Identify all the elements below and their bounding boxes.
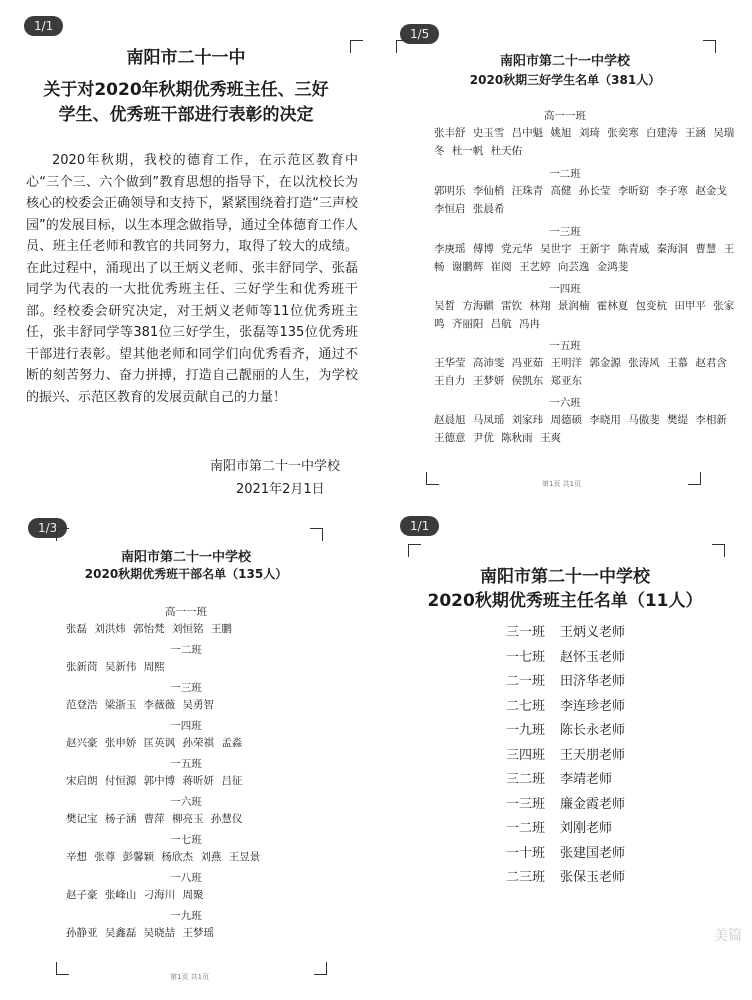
teacher-name: 廉金霞老师 — [560, 796, 626, 812]
teacher-row — [506, 698, 625, 716]
teacher-name: 李靖老师 — [560, 772, 613, 787]
student-names: 李庚瑶 傅博 党元华 吴世宇 王新宇 陈青威 秦海洞 曹慧 王畅 谢鹏辉 崔阅 王艺婷 向芸逸 金鸿斐 — [434, 243, 735, 273]
head-teachers-list-page — [378, 510, 752, 1000]
crop-mark — [712, 544, 725, 557]
class-label: 三一班 — [506, 625, 546, 640]
list-title: 南阳市第二十一中学校 — [120, 550, 251, 565]
class-label: 二一班 — [506, 674, 546, 689]
document-signature: 南阳市第二十一中学校 — [210, 459, 341, 474]
crop-mark — [426, 472, 439, 485]
student-names: 王华莹 高沛雯 冯亚茹 王明洋 郭金源 张涛风 王慕 赵君含 王自力 王梦妍 侯凯东 郑亚东 — [434, 357, 727, 387]
class-label: 三四班 — [506, 747, 546, 763]
teacher-name: 王天朋老师 — [560, 747, 626, 763]
teacher-row — [506, 747, 625, 765]
class-heading: 一六班 — [549, 397, 581, 409]
watermark-logo: 美篇 — [714, 928, 742, 944]
class-section — [0, 870, 372, 904]
student-names: 郭明乐 李仙梢 汪珠青 高健 孙长莹 李昕窈 李子寒 赵金戈 李恒启 张晨希 — [434, 185, 727, 215]
crop-mark — [314, 962, 327, 975]
teacher-row — [506, 673, 625, 691]
crop-mark — [310, 528, 323, 541]
class-label: 二七班 — [506, 698, 546, 714]
page-counter-badge: 1/3 — [28, 518, 67, 538]
class-label: 二三班 — [506, 870, 546, 885]
merit-students-list-page — [378, 0, 752, 488]
student-names: 张磊 刘洪炜 郭怡梵 刘恒铭 王鹏 — [66, 623, 232, 635]
class-cadres-list-page — [0, 510, 372, 1000]
teacher-row — [506, 796, 625, 814]
class-heading: 高一一班 — [544, 110, 586, 122]
teacher-row — [506, 722, 625, 740]
class-heading: 一三班 — [170, 682, 202, 694]
list-subtitle: 2020秋期优秀班主任名单（11人） — [427, 591, 703, 611]
student-names: 范登浩 梁浙玉 李薇薇 吴勇智 — [66, 699, 215, 711]
list-subtitle: 2020秋期三好学生名单（381人） — [469, 73, 661, 87]
class-section — [378, 338, 752, 390]
class-heading: 高一一班 — [165, 606, 207, 618]
student-names: 宋启朗 付恒源 郭中博 蒋昕妍 吕征 — [66, 775, 243, 787]
teacher-name: 张保玉老师 — [560, 870, 626, 885]
class-label: 一七班 — [506, 649, 546, 665]
teacher-name: 田济华老师 — [560, 674, 626, 689]
student-names: 孙静亚 吴鑫磊 吴晓喆 王梦瑶 — [66, 927, 215, 939]
class-section — [0, 718, 372, 752]
class-heading: 一二班 — [170, 644, 202, 656]
teacher-row — [506, 845, 625, 863]
list-subtitle: 2020秋期优秀班干部名单（135人） — [84, 567, 288, 581]
page-footer: 第1页 共1页 — [170, 973, 210, 981]
teacher-name: 王炳义老师 — [560, 625, 626, 640]
class-section — [378, 224, 752, 276]
crop-mark — [56, 962, 69, 975]
page-footer: 第1页 共1页 — [542, 480, 582, 488]
class-label: 一十班 — [506, 845, 546, 861]
class-section — [0, 908, 372, 942]
document-title-line-1: 南阳市二十一中 — [126, 48, 246, 68]
class-heading: 一五班 — [549, 340, 581, 352]
class-section — [0, 794, 372, 828]
class-section — [0, 604, 372, 638]
teacher-row — [506, 771, 612, 789]
crop-mark — [56, 528, 69, 541]
class-heading: 一八班 — [170, 872, 202, 884]
crop-mark — [688, 472, 701, 485]
class-section — [378, 281, 752, 333]
teacher-row — [506, 820, 612, 838]
class-section — [0, 832, 372, 866]
class-section — [378, 166, 752, 218]
class-heading: 一五班 — [170, 758, 202, 770]
page-counter-badge: 1/1 — [24, 16, 63, 36]
class-label: 三二班 — [506, 772, 546, 787]
page-counter-badge: 1/5 — [400, 24, 439, 44]
class-heading: 一七班 — [170, 834, 202, 846]
document-body: 2020年秋期，我校的德育工作，在示范区教育中心“三个三、六个做到”教育思想的指导下，在以沈校长为核心的校委会正确领导和支持下，紧紧围绕着打造“三声校园”的发展目标，以生本理念做指导，通过全体德育工作人员、班主任老师和教官的共同努力，取得了较大的成绩。在此过程中，涌现出了以王炳义老师、张丰舒同学、张磊同学为代表的一大批优秀班主任、三好学生和优秀班干部。经校委会研究决定，对王炳义老师等11位优秀班主任，张丰舒同学等381位三好学生，张磊等135位优秀班干部进行表彰。望其他老师和同学们向优秀看齐，通过不断的刻苦努力、奋力拼搏，打造自己靓丽的人生，为学校的振兴、示范区教育的发展贡献自己的力量！ — [26, 153, 358, 405]
class-heading: 一四班 — [549, 283, 581, 295]
class-section — [0, 680, 372, 714]
teacher-name: 赵怀玉老师 — [560, 649, 626, 665]
teacher-name: 李连珍老师 — [560, 698, 626, 714]
decision-document-page — [0, 0, 372, 497]
class-section — [378, 395, 752, 447]
page-counter-badge: 1/1 — [400, 516, 439, 536]
class-heading: 一二班 — [549, 168, 581, 180]
student-names: 赵晨旭 马凤瑶 刘家玮 周德硕 李晓用 马傲斐 樊缇 李相新 王德意 尹优 陈秋雨 王爽 — [434, 414, 727, 444]
student-names: 张新茼 吴新伟 周熙 — [66, 661, 165, 673]
class-section — [378, 108, 752, 160]
teacher-name: 张建国老师 — [560, 845, 626, 861]
class-section — [0, 642, 372, 676]
list-title: 南阳市第二十一中学校 — [480, 567, 650, 587]
class-heading: 一六班 — [170, 796, 202, 808]
teacher-row — [506, 624, 625, 642]
class-heading: 一三班 — [549, 226, 581, 238]
document-title-line-3: 学生、优秀班干部进行表彰的决定 — [58, 105, 314, 125]
class-heading: 一四班 — [170, 720, 202, 732]
document-title-line-2: 关于对2020年秋期优秀班主任、三好 — [43, 80, 329, 100]
class-heading: 一九班 — [170, 910, 202, 922]
student-names: 辛想 张尊 彭馨颖 杨欣杰 刘燕 王昱景 — [66, 851, 261, 863]
student-names: 赵兴豪 张申娇 匡英讽 孙荣祺 孟淼 — [66, 737, 243, 749]
class-section — [0, 756, 372, 790]
student-names: 张丰舒 史玉雪 吕中魁 姚旭 刘琦 张奕寒 白建涛 王涵 吴瑞冬 杜一帆 杜天佑 — [434, 127, 735, 157]
class-label: 一九班 — [506, 723, 546, 738]
list-title: 南阳市第二十一中学校 — [499, 54, 630, 69]
crop-mark — [408, 544, 421, 557]
teacher-name: 刘刚老师 — [560, 821, 613, 836]
class-label: 一二班 — [506, 821, 546, 836]
teacher-name: 陈长永老师 — [560, 723, 626, 738]
student-names: 吴皙 方海麒 雷钦 林翔 景润楠 霍林夏 包变杭 田甲平 张家鸣 齐丽阳 吕航 冯冉 — [434, 300, 735, 330]
class-label: 一三班 — [506, 796, 546, 812]
student-names: 樊记宝 杨子涵 曹萍 柳亮玉 孙慧仪 — [66, 813, 243, 825]
student-names: 赵子豪 张峰山 刁海川 周聚 — [66, 889, 204, 901]
document-date: 2021年2月1日 — [236, 482, 325, 497]
teacher-row — [506, 869, 625, 887]
teacher-row — [506, 649, 625, 667]
